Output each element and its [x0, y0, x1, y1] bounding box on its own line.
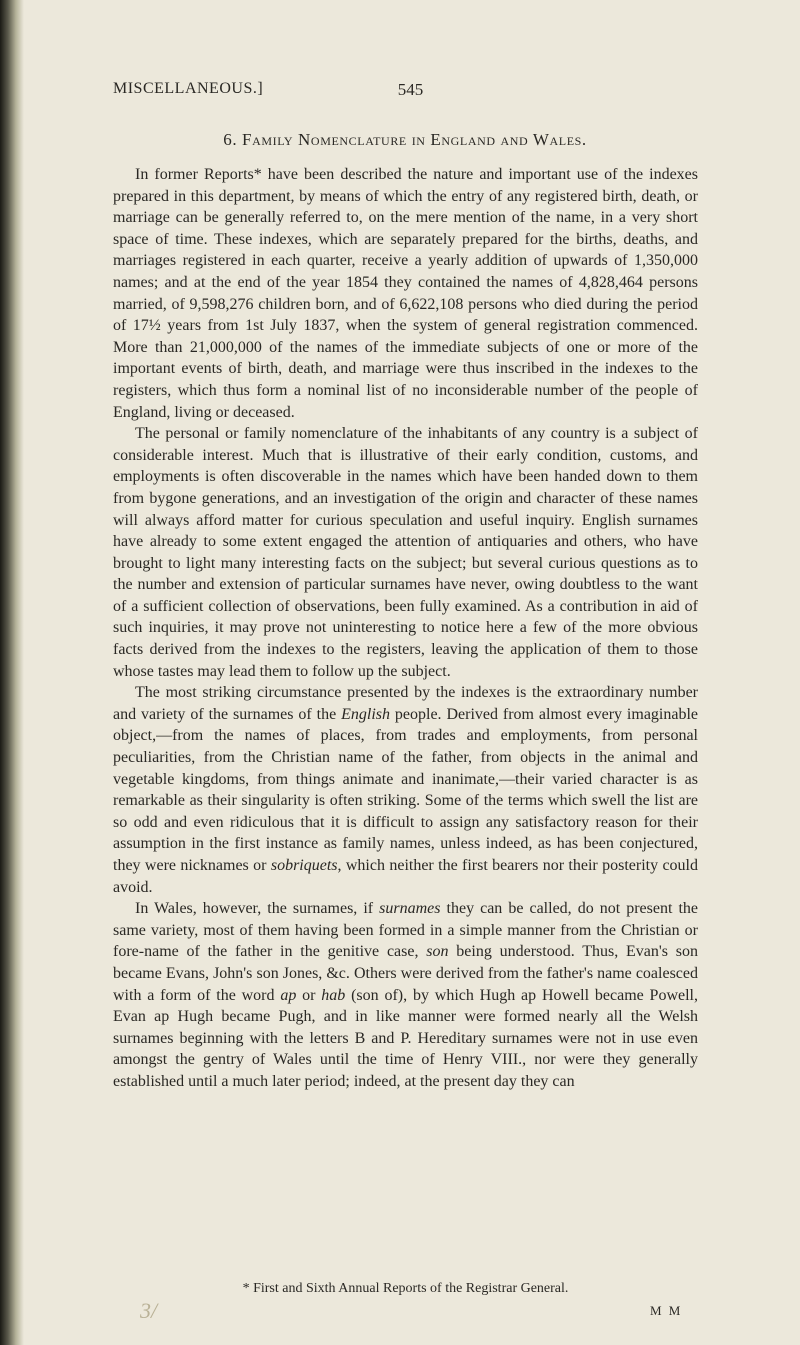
text-run: The personal or family nomenclature of the inhabitants of any country is a subject of considerable interest. Much that is illustrative of their early condition, customs, and employments is often discoverable in the names which have been handed down to them from bygone generations, and an investigation of the origin and character of these names will always afford matter for curious speculation and useful inquiry. English surnames have already to some extent engaged the attention of antiquaries and others, who have brought to light many interesting facts on the subject; but several curious questions as to the number and extension of particular surnames have never, owing doubtless to the want of a sufficient collection of observations, been fully examined. As a contribution in aid of such inquiries, it may prove not uninteresting to notice here a few of the more obvious facts derived from the indexes to the registers, leaving the application of them to those whose tastes may lead them to follow up the subject.: [113, 425, 698, 680]
paragraph: [113, 423, 698, 682]
italic-text: surnames: [379, 900, 441, 918]
section-title: 6. Family Nomenclature in England and Wales.: [223, 130, 587, 149]
text-run: , which neither the first bearers nor their posterity could avoid.: [113, 857, 699, 896]
footnote: * First and Sixth Annual Reports of the Registrar General.: [242, 1281, 569, 1296]
page-header: [113, 80, 708, 102]
page-binding-edge: [0, 0, 24, 1345]
paragraph: [113, 682, 698, 898]
paragraph: [113, 898, 698, 1092]
italic-text: hab: [321, 986, 346, 1004]
text-run: they can be called, do not present the same variety, most of them having been formed in a simple manner from the Christian or fore-name of the father in the genitive case,: [113, 900, 698, 961]
text-run: being understood. Thus, Evan's son became Evans, John's son Jones, &c. Others were derived from the father's name coalesced with a form of the word: [113, 943, 698, 1004]
italic-text: English: [341, 705, 390, 723]
margin-mark: 3/: [140, 1298, 158, 1323]
text-run: people. Derived from almost every imaginable object,—from the names of places, from trades and employments, from personal peculiarities, from the Christian name of the father, from objects in the animal and vegetable kingdoms, from things animate and inanimate,—their varied character is as remarkable as their singularity is often striking. Some of the terms which swell the list are so odd and even ridiculous that it is difficult to assign any satisfactory reason for their assumption in the first instance as family names, unless indeed, as has been conjectured, they were nicknames or: [113, 705, 699, 874]
text-run: In former Reports* have been described the nature and important use of the indexes prepared in this department, by means of which the entry of any registered birth, death, or marriage can be generally referred to, on the mere mention of the name, in a very short space of time. These indexes, which are separately prepared for the births, deaths, and marriages registered in each quarter, receive a yearly addition of upwards of 1,350,000 names; and at the end of the year 1854 they contained the names of 4,828,464 persons married, of 9,598,276 children born, and of 6,622,108 persons who died during the period of 17½ years from 1st July 1837, when the system of general registration commenced. More than 21,000,000 of the names of the immediate subjects of one or more of the important events of birth, death, and marriage were thus inscribed in the indexes to the registers, which thus form a nominal list of no inconsiderable number of the people of England, living or deceased.: [113, 166, 698, 421]
italic-text: sobriquets: [270, 857, 338, 874]
body-text: [113, 164, 698, 1093]
running-head: MISCELLANEOUS.]: [113, 80, 264, 97]
page-number: 545: [397, 80, 424, 99]
text-run: In Wales, however, the surnames, if: [135, 900, 380, 918]
italic-text: son: [426, 943, 449, 961]
text-run: (son of), by which Hugh ap Howell became Powell, Evan ap Hugh became Pugh, and in like manner were formed nearly all the Welsh surnames beginning with the letters B and P. Hereditary surnames were not in use even amongst the gentry of Wales until the time of Henry VIII., nor were they generally established until a much later period; indeed, at the present day they can: [113, 986, 699, 1090]
text-run: or: [296, 986, 322, 1004]
paragraph: [113, 164, 698, 423]
signature-mark: M M: [650, 1303, 683, 1318]
italic-text: ap: [280, 986, 297, 1004]
text-run: The most striking circumstance presented by the indexes is the extraordinary number and variety of the surnames of the: [113, 684, 698, 723]
